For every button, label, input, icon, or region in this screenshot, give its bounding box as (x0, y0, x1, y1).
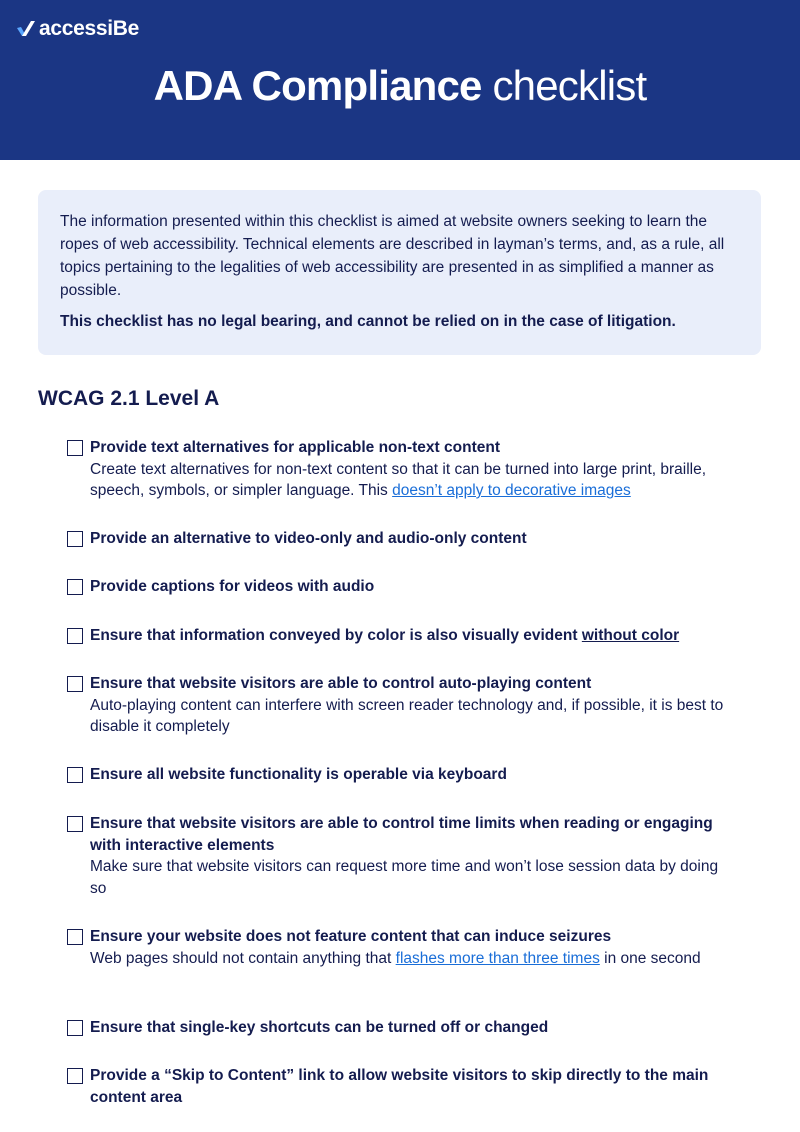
intro-box (38, 190, 761, 355)
section-heading: WCAG 2.1 Level A (38, 387, 220, 410)
desc-text: Create text alternatives for non-text content so that it can be turned into large print, braille, speech, symbols, or simpler language. This (90, 460, 707, 499)
item-title: Provide an alternative to video-only and audio-only content (90, 530, 527, 547)
checklist-item (67, 764, 727, 786)
legal-disclaimer: This checklist has no legal bearing, and cannot be relied on in the case of litigation. (60, 313, 676, 330)
logo-text: accessiBe (39, 17, 140, 40)
item-title (90, 625, 727, 647)
item-title: Ensure that single-key shortcuts can be turned off or changed (90, 1019, 549, 1036)
checkbox[interactable] (67, 440, 83, 456)
checkbox[interactable] (67, 929, 83, 945)
item-title: Ensure your website does not feature content that can induce seizures (90, 928, 612, 945)
item-title: Provide a “Skip to Content” link to allow website visitors to skip directly to the main content area (90, 1067, 709, 1106)
item-description: Auto-playing content can interfere with screen reader technology and, if possible, it is best to disable it completely (90, 696, 724, 735)
item-title: Ensure that website visitors are able to control time limits when reading or engaging with interactive elements (90, 815, 713, 854)
decorative-images-link[interactable]: doesn’t apply to decorative images (392, 482, 631, 499)
title-text: Ensure that information conveyed by color is also visually evident (90, 627, 582, 644)
item-description (90, 459, 727, 502)
flashes-link[interactable]: flashes more than three times (395, 949, 600, 967)
page-title (0, 60, 800, 112)
checklist-item (67, 813, 727, 899)
item-description: Make sure that website visitors can request more time and won’t lose session data by doing so (90, 858, 719, 897)
checklist-item (67, 1017, 727, 1039)
title-light: checklist (492, 62, 647, 109)
accessibe-logo[interactable] (16, 17, 139, 41)
desc-text: Web pages should not contain anything that (90, 949, 396, 967)
checkbox[interactable] (67, 579, 83, 595)
checkbox[interactable] (67, 676, 83, 692)
checklist-item (67, 625, 727, 647)
checkbox[interactable] (67, 628, 83, 644)
checklist-item (67, 1065, 727, 1108)
item-title: Provide text alternatives for applicable non-text content (90, 439, 500, 456)
item-title: Ensure that website visitors are able to control auto-playing content (90, 675, 592, 692)
item-description (90, 948, 727, 970)
item-title: Provide captions for videos with audio (90, 578, 375, 595)
item-title: Ensure all website functionality is operable via keyboard (90, 766, 507, 783)
checkbox[interactable] (67, 767, 83, 783)
checkbox[interactable] (67, 1020, 83, 1036)
header-banner (0, 0, 800, 160)
checkbox[interactable] (67, 1068, 83, 1084)
checklist-item (67, 926, 727, 969)
checklist-item (67, 673, 727, 738)
checklist-item (67, 437, 727, 502)
checkmark-logo-icon (16, 19, 36, 39)
checklist-item (67, 528, 727, 550)
checklist-item (67, 576, 727, 598)
checkbox[interactable] (67, 531, 83, 547)
without-color-link[interactable]: without color (581, 627, 680, 644)
title-bold: ADA Compliance (153, 62, 482, 109)
checkbox[interactable] (67, 816, 83, 832)
desc-text-after: in one second (599, 949, 701, 967)
intro-paragraph: The information presented within this checklist is aimed at website owners seeking to learn the ropes of web accessibility. Technical elements are described in layman’s terms, and, as a rule, all topics pertaining to the legalities of web accessibility are presented in as simplified a manner as possible. (60, 213, 725, 299)
